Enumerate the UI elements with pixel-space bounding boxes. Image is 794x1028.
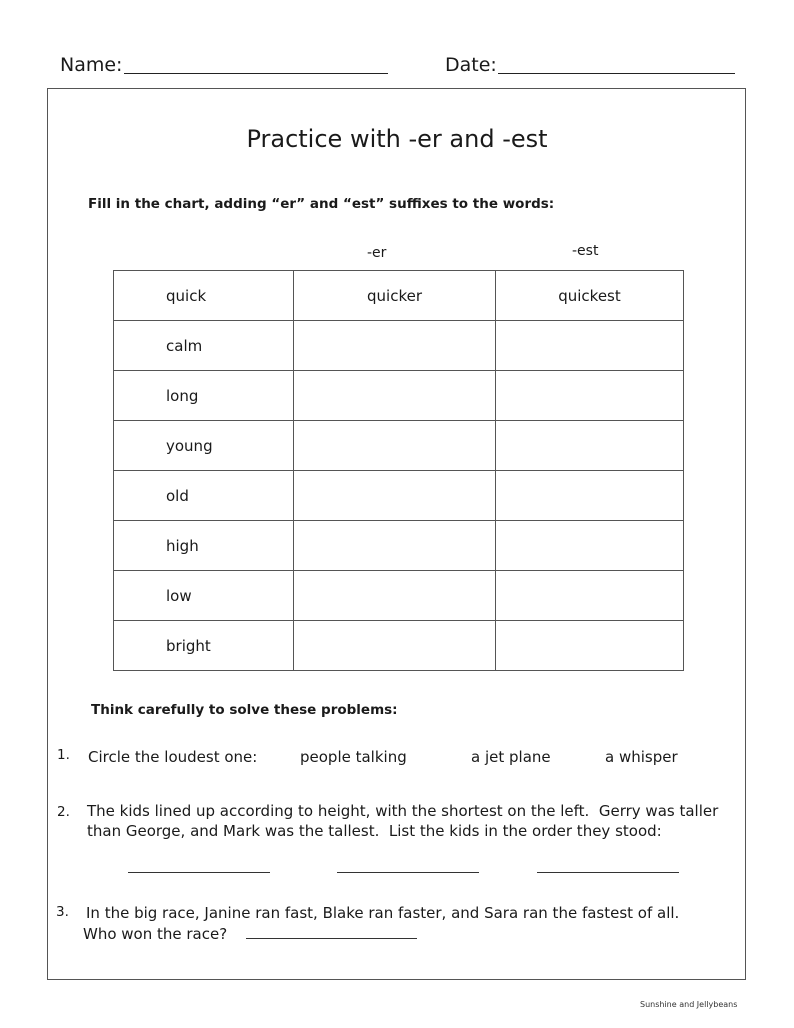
problem-3-number: 3. [56,904,69,920]
table-row [114,521,684,571]
suffix-chart [113,270,684,671]
est-cell[interactable] [496,621,684,671]
word-cell: long [114,371,294,421]
option-jet-plane[interactable]: a jet plane [471,748,551,766]
word-cell: high [114,521,294,571]
est-cell[interactable] [496,421,684,471]
chart-instruction: Fill in the chart, adding “er” and “est” suffixes to the words: [88,196,555,212]
er-cell[interactable] [294,521,496,571]
footer-credit: Sunshine and Jellybeans [640,1000,738,1009]
answer-blank-winner[interactable] [246,938,417,939]
est-cell[interactable]: quickest [496,271,684,321]
er-cell[interactable] [294,621,496,671]
problem-2-line-1: The kids lined up according to height, with the shortest on the left. Gerry was taller [87,802,719,820]
problem-3-line-2: Who won the race? [83,925,228,943]
est-cell[interactable] [496,371,684,421]
answer-blank-3[interactable] [537,872,679,873]
problem-2-number: 2. [57,804,70,820]
table-row [114,471,684,521]
word-cell: calm [114,321,294,371]
est-cell[interactable] [496,571,684,621]
problem-3-line-1: In the big race, Janine ran fast, Blake ran faster, and Sara ran the fastest of all. [86,904,680,922]
er-cell[interactable]: quicker [294,271,496,321]
table-row [114,371,684,421]
est-cell[interactable] [496,321,684,371]
er-cell[interactable] [294,421,496,471]
problem-1-text: Circle the loudest one: [88,748,258,766]
word-cell: bright [114,621,294,671]
option-whisper[interactable]: a whisper [605,748,678,766]
name-field[interactable] [124,73,388,74]
name-label: Name: [60,54,123,76]
table-row [114,321,684,371]
er-cell[interactable] [294,471,496,521]
word-cell: old [114,471,294,521]
problems-instruction: Think carefully to solve these problems: [91,702,398,718]
answer-blank-2[interactable] [337,872,479,873]
est-cell[interactable] [496,471,684,521]
column-header-est: -est [572,243,599,259]
word-cell: young [114,421,294,471]
table-row [114,421,684,471]
table-row [114,271,684,321]
date-field[interactable] [498,73,735,74]
word-cell: quick [114,271,294,321]
date-label: Date: [445,54,497,76]
table-row [114,571,684,621]
er-cell[interactable] [294,321,496,371]
option-people-talking[interactable]: people talking [300,748,407,766]
er-cell[interactable] [294,571,496,621]
est-cell[interactable] [496,521,684,571]
problem-1-number: 1. [57,747,70,763]
problem-2-line-2: than George, and Mark was the tallest. List the kids in the order they stood: [87,822,662,840]
worksheet-title: Practice with -er and -est [246,125,548,153]
table-row [114,621,684,671]
er-cell[interactable] [294,371,496,421]
word-cell: low [114,571,294,621]
answer-blank-1[interactable] [128,872,270,873]
column-header-er: -er [367,245,387,261]
